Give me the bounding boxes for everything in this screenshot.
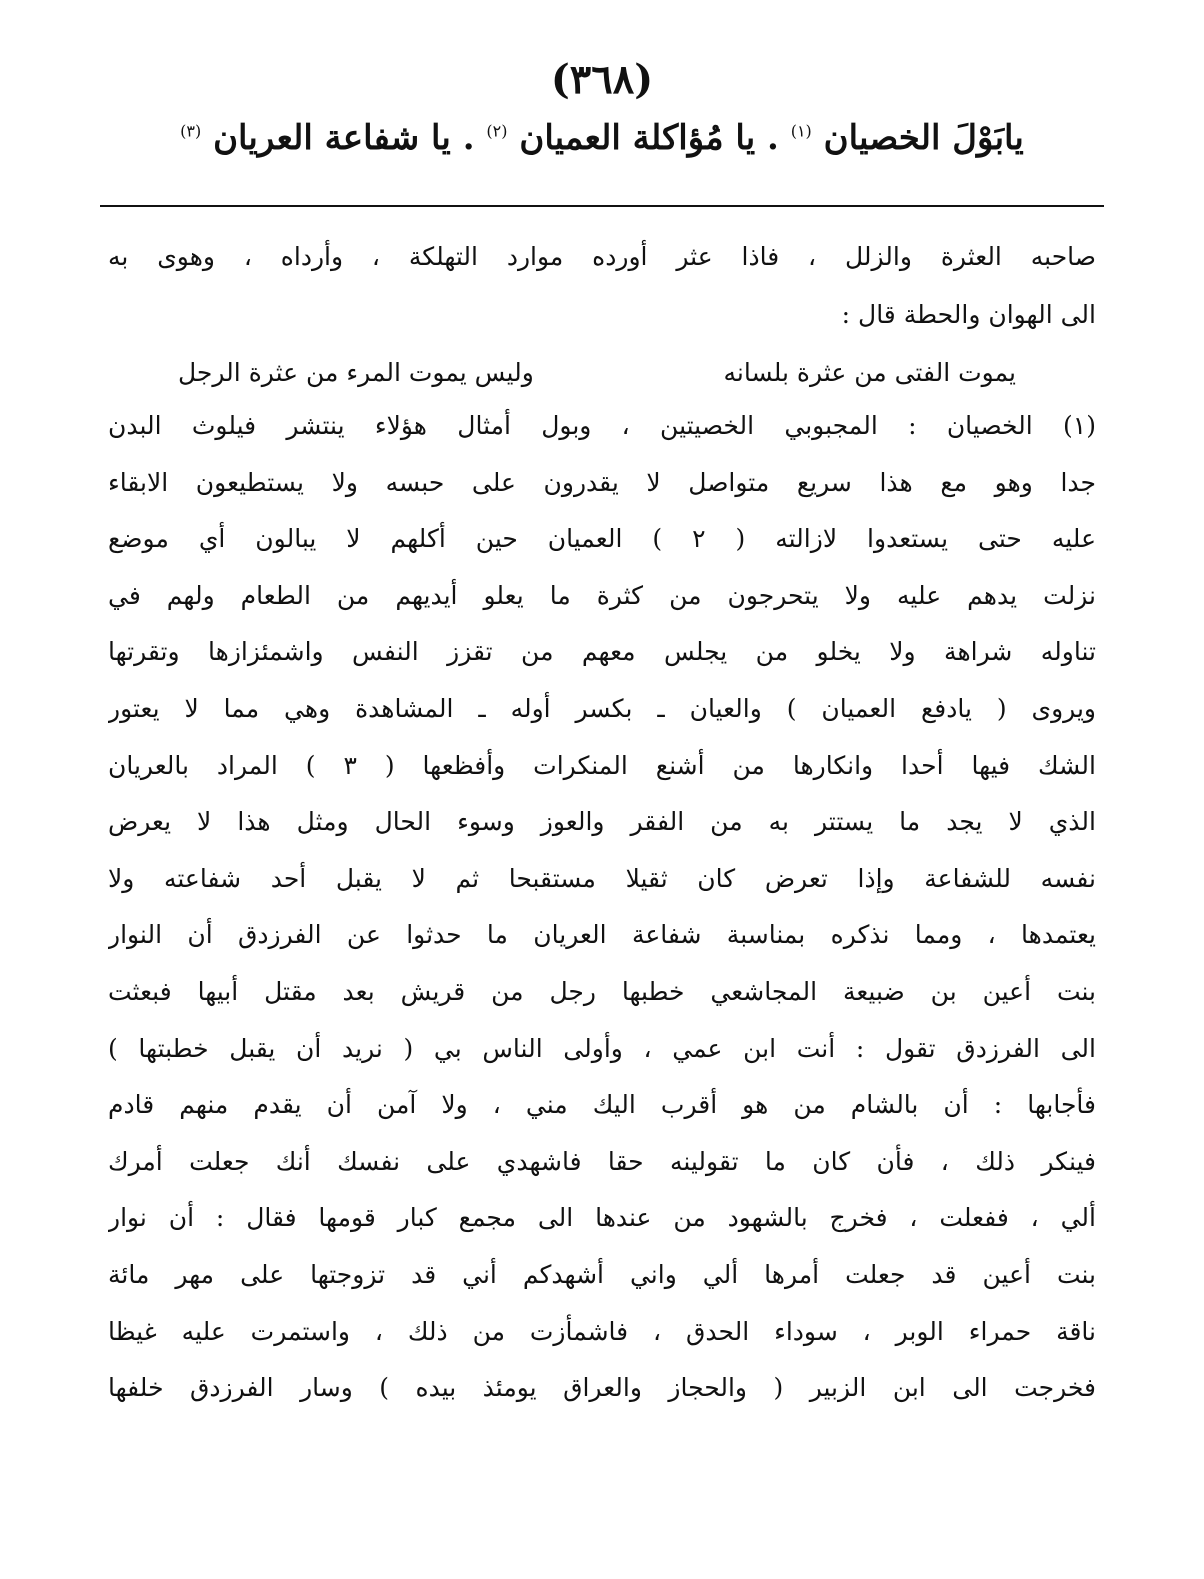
text-line: ألي ، ففعلت ، فخرج بالشهود من عندها الى مجمع كبار قومها فقال : أن نوار	[108, 1203, 1096, 1233]
text-line: ناقة حمراء الوبر ، سوداء الحدق ، فاشمأزت من ذلك ، واستمرت عليه غيظا	[108, 1316, 1096, 1346]
text-line: (١) الخصيان : المجبوبي الخصيتين ، وبول أمثال هؤلاء ينتشر فيلوث البدن	[108, 411, 1096, 440]
text-line: الى الهوان والحطة قال :	[841, 300, 1096, 329]
text-line: عليه حتى يستعدوا لازالته ( ٢ ) العميان حين أكلهم لا يبالون أي موضع	[108, 524, 1096, 554]
text-line: فأجابها : أن بالشام من هو أقرب اليك مني ، ولا آمن أن يقدم منهم قادم	[108, 1090, 1096, 1120]
header-phrase-3: . يا شفاعة العريان	[213, 118, 475, 158]
verse-hemistich-1: يموت الفتى من عثرة بلسانه	[723, 358, 1016, 387]
footnote-marker-2: (٢)	[486, 121, 508, 141]
text-line: نفسه للشفاعة وإذا تعرض كان ثقيلا مستقبحا ثم لا يقبل أحد شفاعته ولا	[108, 863, 1096, 893]
poetry-verse	[108, 344, 1096, 402]
text-line: فينكر ذلك ، فأن كان ما تقولينه حقا فاشهدي على نفسك أنك جعلت أمرك	[108, 1146, 1096, 1176]
verse-hemistich-2: وليس يموت المرء من عثرة الرجل	[178, 358, 534, 387]
text-line: ويروى ( يادفع العميان ) والعيان ـ بكسر أوله ـ المشاهدة وهي مما لا يعتور	[108, 693, 1096, 723]
text-line: جدا وهو مع هذا سريع متواصل لا يقدرون على حبسه ولا يستطيعون الابقاء	[108, 467, 1096, 497]
header-divider	[100, 205, 1104, 207]
notes-text	[108, 398, 1096, 1417]
text-line: الشك فيها أحدا وانكارها من أشنع المنكرات وأفظعها ( ٣ ) المراد بالعريان	[108, 750, 1096, 780]
header-phrase-2: . يا مُؤاكلة العميان	[519, 118, 779, 158]
main-text	[108, 228, 1096, 402]
text-line: صاحبه العثرة والزلل ، فاذا عثر أورده موارد التهلكة ، وأرداه ، وهوى به	[108, 242, 1096, 271]
text-line: فخرجت الى ابن الزبير ( والحجاز والعراق يومئذ بيده ) وسار الفرزدق خلفها	[108, 1373, 1096, 1403]
text-line: بنت أعين قد جعلت أمرها ألي واني أشهدكم أني قد تزوجتها على مهر مائة	[108, 1259, 1096, 1289]
text-line: يعتمدها ، ومما نذكره بمناسبة شفاعة العريان ما حدثوا عن الفرزدق أن النوار	[108, 920, 1096, 950]
footnote-marker-1: (١)	[790, 121, 812, 141]
text-line: الى الفرزدق تقول : أنت ابن عمي ، وأولى الناس بي ( نريد أن يقبل خطبتها )	[108, 1033, 1096, 1063]
footnote-marker-3: (٣)	[180, 121, 202, 141]
text-line: تناوله شراهة ولا يخلو من يجلس معهم من تقزز النفس واشمئزازها وتقرتها	[108, 637, 1096, 667]
page-number: (٣٦٨)	[550, 56, 654, 103]
header-phrase-1: يابَوْلَ الخصيان	[823, 118, 1024, 158]
running-header	[120, 118, 1084, 188]
text-line: بنت أعين بن ضبيعة المجاشعي خطبها رجل من قريش بعد مقتل أبيها فبعثت	[108, 976, 1096, 1006]
text-line: نزلت يدهم عليه ولا يتحرجون من كثرة ما يعلو أيديهم من الطعام ولهم في	[108, 580, 1096, 610]
text-line: الذي لا يجد ما يستتر به من الفقر والعوز وسوء الحال ومثل هذا لا يعرض	[108, 807, 1096, 837]
